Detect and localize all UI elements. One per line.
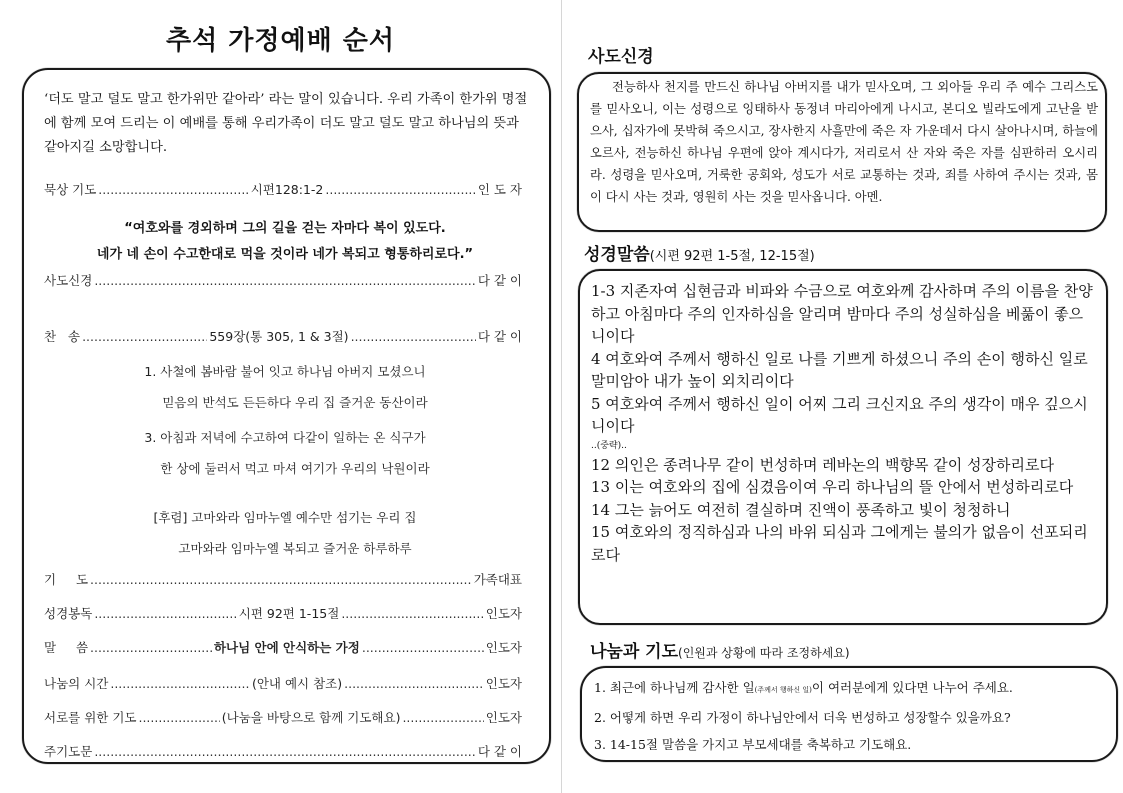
hymn-line: 믿음의 반석도 든든하다 우리 집 즐거운 동산이라: [162, 395, 428, 410]
intro-paragraph: ‘더도 말고 덜도 말고 한가위만 같아라’ 라는 말이 있습니다. 우리 가족이 한가위 명절에 함께 모여 드리는 이 예배를 통해 우리가족이 더도 말고 덜도 말고 하나님의 뜻과 같아지길 소망합니다.: [44, 92, 528, 155]
omitted-marker: ..(중략)..: [591, 440, 627, 451]
hymn-refrain-line: 고마와라 임마누엘 복되고 즐거운 하루하루: [178, 541, 412, 556]
sharing-questions: [594, 674, 1104, 758]
verse: 5 여호와여 주께서 행하신 일이 어찌 그리 크신지요 주의 생각이 매우 깊으시니이다: [591, 394, 1088, 435]
order-of-service-box: [22, 68, 551, 764]
apostles-creed-heading: 사도신경: [588, 47, 654, 67]
hymn-line: 3. 아침과 저녁에 수고하여 다같이 일하는 온 식구가: [144, 430, 426, 445]
scripture-quote-line-2: 네가 네 손이 수고한대로 먹을 것이라 네가 복되고 형통하리로다.”: [96, 247, 474, 262]
verse: 15 여호와의 정직하심과 나의 바위 되심과 그에게는 불의가 없음이 선포되리로다: [591, 523, 1088, 564]
verse: 13 이는 여호와의 집에 심겼음이여 우리 하나님의 뜰 안에서 번성하리로다: [591, 478, 1074, 496]
verse: 1-3 지존자여 십현금과 비파와 수금으로 여호와께 감사하며 주의 이름을 찬양하고 아침마다 주의 인자하심을 알리며 밤마다 주의 성실하심을 베풂이 좋으니이다: [591, 282, 1093, 345]
order-row-silent-prayer: 묵상 기도 ..... 시편128:1-2 ..... 인 도 자: [44, 180, 522, 200]
verse: 12 의인은 종려나무 같이 번성하며 레바논의 백향목 같이 성장하리로다: [591, 455, 1054, 474]
order-row-hymn: 찬 송 ..... 559장(통 305, 1 & 3절) ..... 다 같 이: [44, 327, 522, 347]
order-row-prayer: 기 도 ..... 가족대표: [44, 570, 522, 590]
question-1: 1. 최근에 하나님께 감사한 일(주께서 행하신 일)이 여러분에게 있다면 나누어 주세요.: [594, 680, 1013, 695]
apostles-creed-text: 전능하사 천지를 만드신 하나님 아버지를 내가 믿사오며, 그 외아들 우리 주 예수 그리스도를 믿사오니, 이는 성령으로 잉태하사 동정녀 마리아에게 나시고, 본디오 빌라도에게 고난을 받으사, 십자가에 못박혀 죽으시고, 장사한지 사흘만에 죽은 자 가운데서 다시 살아나시며, 하늘에 오르사, 전능하신 하나님 우편에 앉아 계시다가, 저리로서 산 자와 죽은 자를 심판하러 오시리라. 성령을 믿사오며, 거룩한 공회와, 성도가 서로 교통하는 것과, 죄를 사하여 주시는 것과, 몸이 다시 사는 것과, 영원히 사는 것을 믿사옵니다. 아멘.: [590, 80, 1098, 204]
order-row-lords-prayer: 주기도문 ..... 다 같 이: [44, 742, 522, 762]
scripture-quote-line-1: “여호와를 경외하며 그의 길을 걷는 자마다 복이 있도다.: [124, 221, 446, 236]
question-2: 2. 어떻게 하면 우리 가정이 하나님안에서 더욱 번성하고 성장할수 있을까요?: [594, 710, 1011, 725]
sharing-heading: 나눔과 기도(인원과 상황에 따라 조정하세요): [590, 642, 850, 662]
order-row-apostles-creed: 사도신경 ..... 다 같 이: [44, 271, 522, 291]
scripture-verses: [591, 280, 1097, 566]
verse: 4 여호와여 주께서 행하신 일로 나를 기쁘게 하셨으니 주의 손이 행하신 일로 말미암아 내가 높이 외치리이다: [591, 349, 1088, 390]
page-title: 추석 가정예배 순서: [165, 26, 396, 56]
hymn-line: 한 상에 둘러서 먹고 마셔 여기가 우리의 낙원이라: [160, 461, 430, 476]
order-row-sermon: 말 씀 ..... 하나님 안에 안식하는 가정 ..... 인도자: [44, 638, 522, 658]
page-fold-divider: [561, 0, 562, 793]
hymn-line: 1. 사철에 봄바람 불어 잇고 하나님 아버지 모셨으니: [144, 364, 426, 379]
question-3: 3. 14-15절 말씀을 가지고 부모세대를 축복하고 기도해요.: [594, 737, 912, 752]
verse: 14 그는 늙어도 여전히 결실하며 진액이 풍족하고 빛이 청청하니: [591, 500, 1011, 519]
scripture-heading: 성경말씀(시편 92편 1-5절, 12-15절): [584, 245, 815, 265]
order-row-scripture-reading: 성경봉독 ..... 시편 92편 1-15절 ..... 인도자: [44, 604, 522, 624]
order-row-sharing-time: 나눔의 시간 ..... (안내 예시 참조) ..... 인도자: [44, 674, 522, 694]
order-row-prayer-for-each-other: 서로를 위한 기도 ..... (나눔을 바탕으로 함께 기도해요) ..... 인도자: [44, 708, 522, 728]
hymn-refrain-line: [후렴] 고마와라 임마누엘 예수만 섬기는 우리 집: [153, 510, 417, 525]
